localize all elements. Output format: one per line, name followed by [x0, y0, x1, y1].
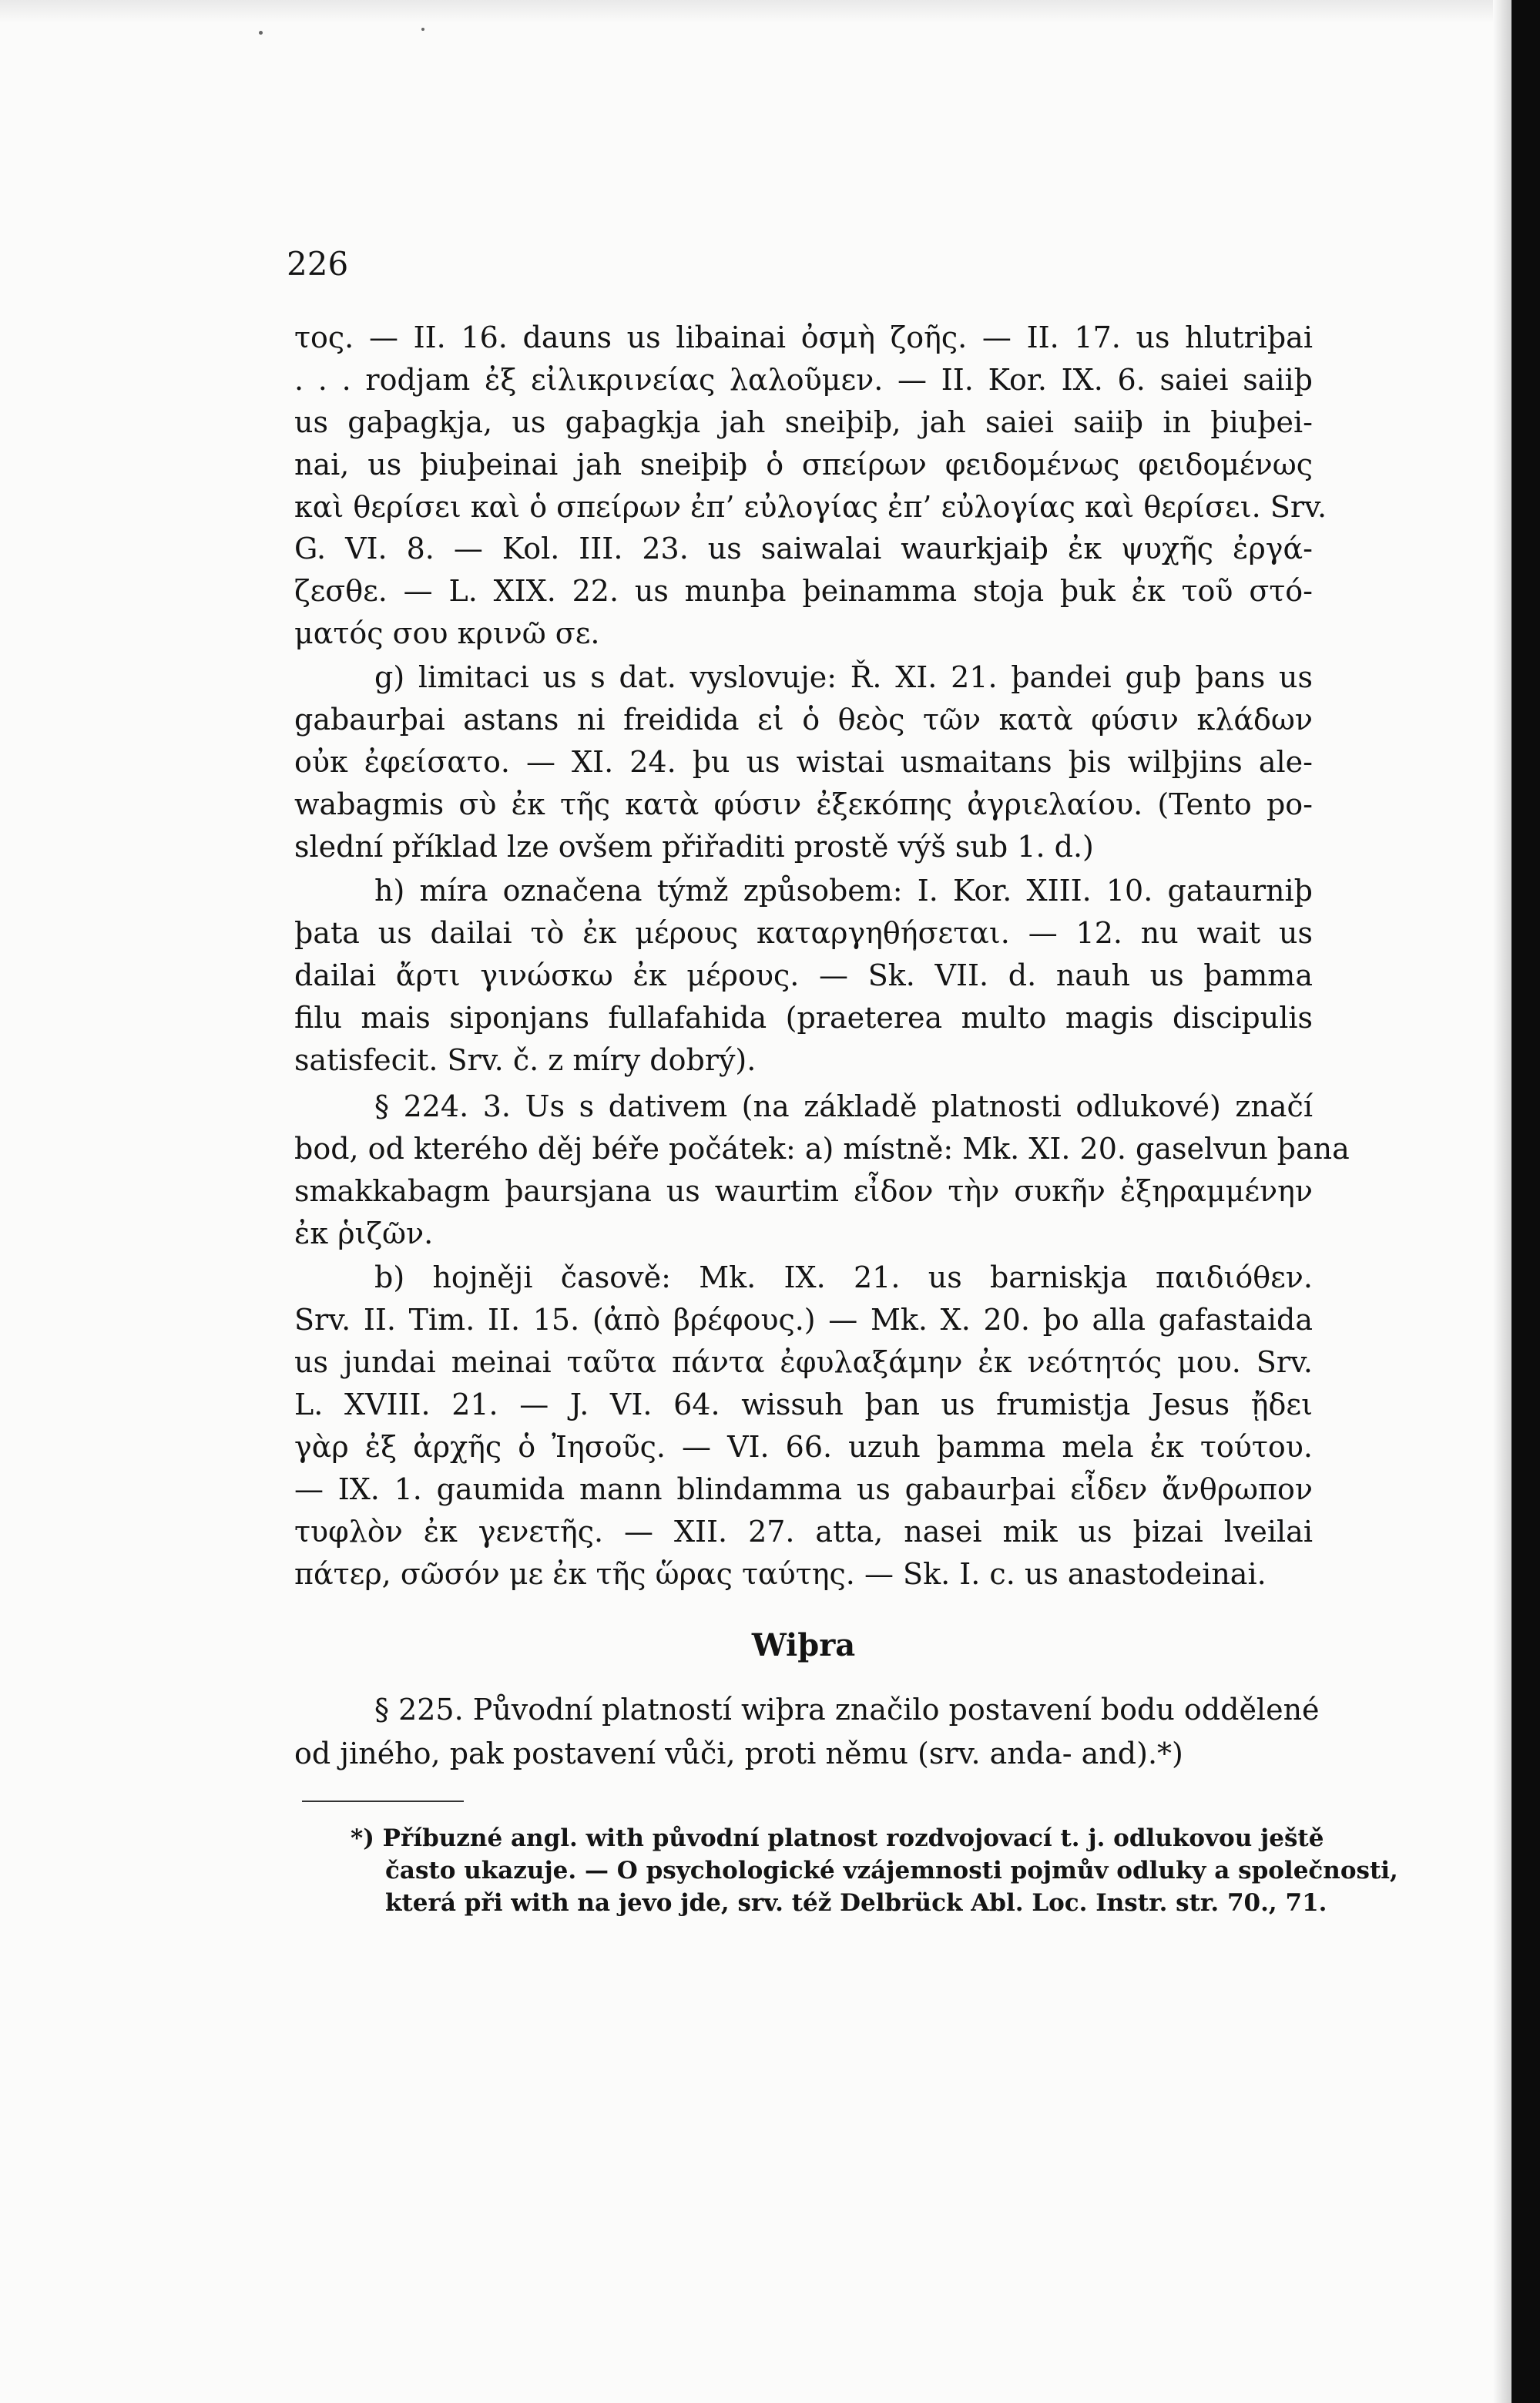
text-line: bod, od kterého děj béře počátek: a) místně: Mk. XI. 20. gaselvun þana [294, 1132, 1350, 1166]
text-line: us jundai meinai ταῦτα πάντα ἐφυλαξάμην ἐκ νεότητός μου. Srv. [294, 1345, 1313, 1379]
text-line: dailai ἄρτι γινώσκω ἐκ μέρους. — Sk. VII. d. nauh us þamma [294, 958, 1313, 992]
text-line: καὶ θερίσει καὶ ὁ σπείρων ἐπ’ εὐλογίας ἐπ’ εὐλογίας καὶ θερίσει. Srv. [294, 490, 1327, 524]
text-line: ζεσθε. — L. XIX. 22. us munþa þeinamma stoja þuk ἐκ τοῦ στό- [294, 574, 1313, 608]
text-line: Srv. II. Tim. II. 15. (ἀπὸ βρέφους.) — Mk. X. 20. þo alla gafastaida [294, 1303, 1313, 1337]
scan-page-shadow [1493, 0, 1511, 2403]
section-225-line: § 225. Původní platností wiþra značilo postavení bodu oddělené [374, 1693, 1320, 1727]
section-heading: Wiþra [751, 1627, 856, 1663]
text-line: G. VI. 8. — Kol. III. 23. us saiwalai waurkjaiþ ἐκ ψυχῆς ἐργά- [294, 532, 1313, 566]
text-line: γὰρ ἐξ ἀρχῆς ὁ Ἰησοῦς. — VI. 66. uzuh þamma mela ἐκ τούτου. [294, 1430, 1313, 1464]
text-line: οὐκ ἐφείσατο. — XI. 24. þu us wistai usmaitans þis wilþjins ale- [294, 745, 1313, 779]
text-line: satisfecit. Srv. č. z míry dobrý). [294, 1043, 757, 1077]
text-line: — IX. 1. gaumida mann blindamma us gabaurþai εἶδεν ἄνθρωπον [294, 1472, 1313, 1506]
text-line: ἐκ ῥιζῶν. [294, 1217, 434, 1250]
text-line: τος. — II. 16. dauns us libainai ὀσμὴ ζοῆς. — II. 17. us hlutriþai [294, 321, 1313, 354]
text-line: ματός σου κρινῶ σε. [294, 616, 600, 650]
text-line: þata us dailai τὸ ἐκ μέρους καταργηθήσεται. — 12. nu wait us [294, 916, 1313, 950]
paragraph-h-line: h) míra označena týmž způsobem: I. Kor. XIII. 10. gataurniþ [374, 874, 1313, 908]
page-number: 226 [287, 245, 349, 283]
text-line: od jiného, pak postavení vůči, proti němu (srv. anda- and).*) [294, 1737, 1183, 1770]
text-line: L. XVIII. 21. — J. VI. 64. wissuh þan us frumistja Jesus ᾔδει [294, 1388, 1313, 1421]
scan-speck [259, 31, 263, 35]
scan-top-edge [0, 0, 1540, 23]
text-line: πάτερ, σῶσόν με ἐκ τῆς ὥρας ταύτης. — Sk. I. c. us anastodeinai. [294, 1557, 1267, 1591]
scan-speck [421, 28, 424, 31]
text-line: us gaþagkja, us gaþagkja jah sneiþiþ, jah saiei saiiþ in þiuþei- [294, 405, 1313, 439]
scan-right-edge [1511, 0, 1540, 2403]
text-line: gabaurþai astans ni freidida εἰ ὁ θεὸς τῶν κατὰ φύσιν κλάδων [294, 703, 1313, 737]
paragraph-g-line: g) limitaci us s dat. vyslovuje: Ř. XI. 21. þandei guþ þans us [374, 660, 1313, 694]
text-line: wabagmis σὺ ἐκ τῆς κατὰ φύσιν ἐξεκόπης ἀγριελαίου. (Tento po- [294, 787, 1313, 821]
text-line: filu mais siponjans fullafahida (praeterea multo magis discipulis [294, 1001, 1313, 1035]
section-224-line: § 224. 3. Us s dativem (na základě platnosti odlukové) značí [374, 1089, 1313, 1123]
paragraph-b-line: b) hojněji časově: Mk. IX. 21. us barniskja παιδιόθεν. [374, 1260, 1313, 1294]
text-line: smakkabagm þaursjana us waurtim εἶδον τὴν συκῆν ἐξηραμμένην [294, 1174, 1313, 1208]
footnote-line: která při with na jevo jde, srv. též Delbrück Abl. Loc. Instr. str. 70., 71. [385, 1889, 1327, 1917]
footnote-line: *) Příbuzné angl. with původní platnost rozdvojovací t. j. odlukovou ještě [351, 1824, 1324, 1852]
text-line: slední příklad lze ovšem přiřaditi prostě výš sub 1. d.) [294, 830, 1094, 864]
text-line: nai, us þiuþeinai jah sneiþiþ ὁ σπείρων φειδομένως φειδομένως [294, 448, 1313, 482]
text-line: τυφλὸν ἐκ γενετῆς. — XII. 27. atta, nasei mik us þizai lveilai [294, 1515, 1313, 1549]
footnote-line: často ukazuje. — O psychologické vzájemnosti pojmův odluky a společnosti, [385, 1857, 1398, 1884]
text-line: . . . rodjam ἐξ εἰλικρινείας λαλοῦμεν. — II. Kor. IX. 6. saiei saiiþ [294, 363, 1313, 397]
footnote-divider [302, 1801, 464, 1802]
